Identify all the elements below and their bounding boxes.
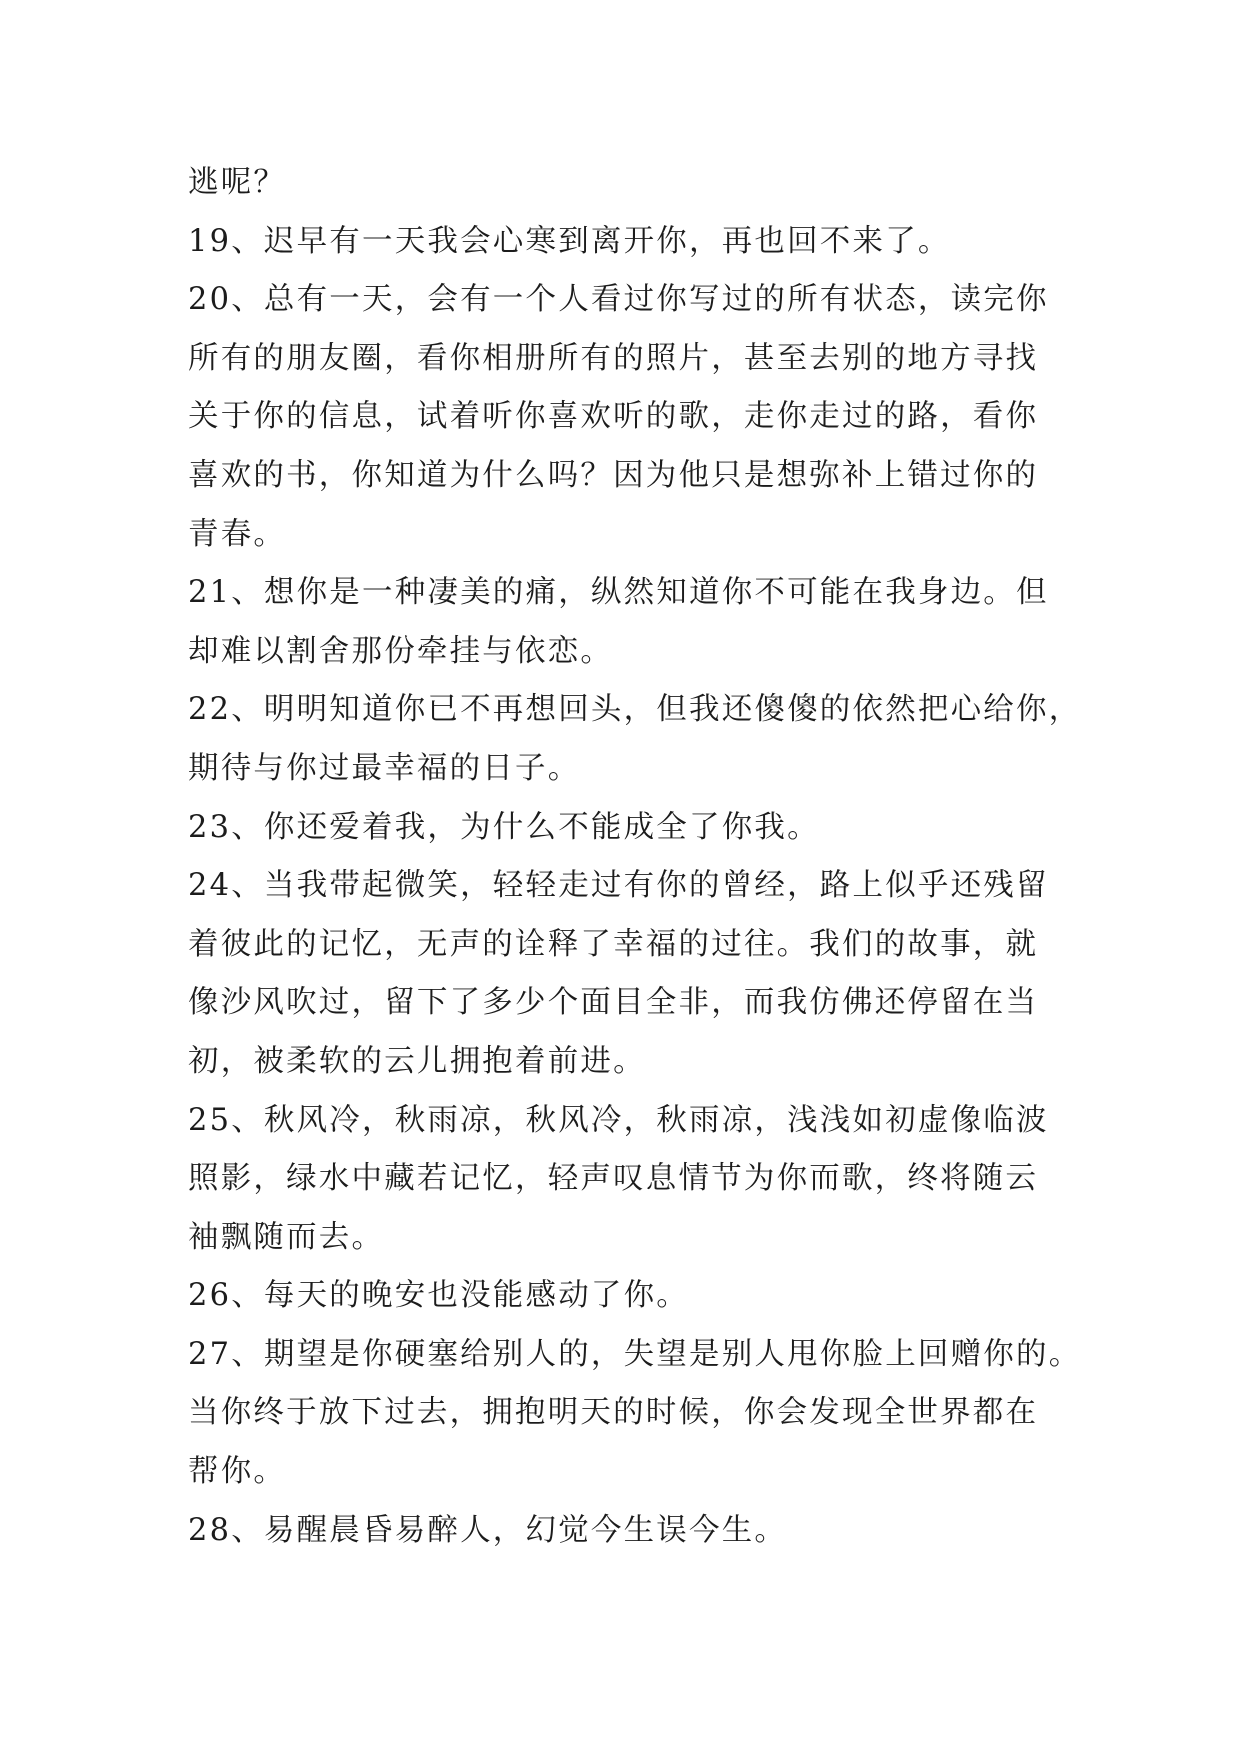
text-line: 27、期望是你硬塞给别人的，失望是别人甩你脸上回赠你的。: [188, 1336, 1082, 1372]
text-line: 却难以割舍那份牵挂与依恋。: [188, 633, 614, 669]
text-line: 22、明明知道你已不再想回头，但我还傻傻的依然把心给你，: [188, 692, 1082, 728]
text-line: 26、每天的晚安也没能感动了你。: [188, 1278, 690, 1314]
text-line: 逃呢？: [188, 165, 287, 200]
text-line: 19、迟早有一天我会心寒到离开你，再也回不来了。: [188, 223, 951, 259]
text-line: 像沙风吹过，留下了多少个面目全非，而我仿佛还停留在当: [188, 985, 1039, 1021]
text-line: 当你终于放下过去，拥抱明天的时候，你会发现全世界都在: [188, 1395, 1039, 1431]
text-line: 24、当我带起微笑，轻轻走过有你的曾经，路上似乎还残留: [188, 868, 1049, 904]
text-line: 25、秋风冷，秋雨凉，秋风冷，秋雨凉，浅浅如初虚像临波: [188, 1102, 1049, 1138]
text-line: 初，被柔软的云儿拥抱着前进。: [188, 1043, 646, 1079]
text-line: 青春。: [188, 516, 287, 552]
text-line: 期待与你过最幸福的日子。: [188, 750, 581, 786]
text-line: 照影，绿水中藏若记忆，轻声叹息情节为你而歌，终将随云: [188, 1161, 1039, 1197]
text-line: 着彼此的记忆，无声的诠释了幸福的过往。我们的故事，就: [188, 926, 1039, 962]
text-line: 23、你还爱着我，为什么不能成全了你我。: [188, 809, 820, 845]
text-line: 28、易醒晨昏易醉人，幻觉今生误今生。: [188, 1512, 788, 1548]
document-body: [188, 154, 1082, 1560]
text-line: 袖飘随而去。: [188, 1219, 385, 1255]
text-line: 帮你。: [188, 1454, 287, 1490]
text-line: 关于你的信息，试着听你喜欢听的歌，走你走过的路，看你: [188, 399, 1039, 435]
text-line: 21、想你是一种凄美的痛，纵然知道你不可能在我身边。但: [188, 575, 1049, 611]
text-line: 喜欢的书，你知道为什么吗？因为他只是想弥补上错过你的: [188, 457, 1039, 493]
text-line: 20、总有一天，会有一个人看过你写过的所有状态，读完你: [188, 282, 1049, 318]
text-line: 所有的朋友圈，看你相册所有的照片，甚至去别的地方寻找: [188, 340, 1039, 376]
